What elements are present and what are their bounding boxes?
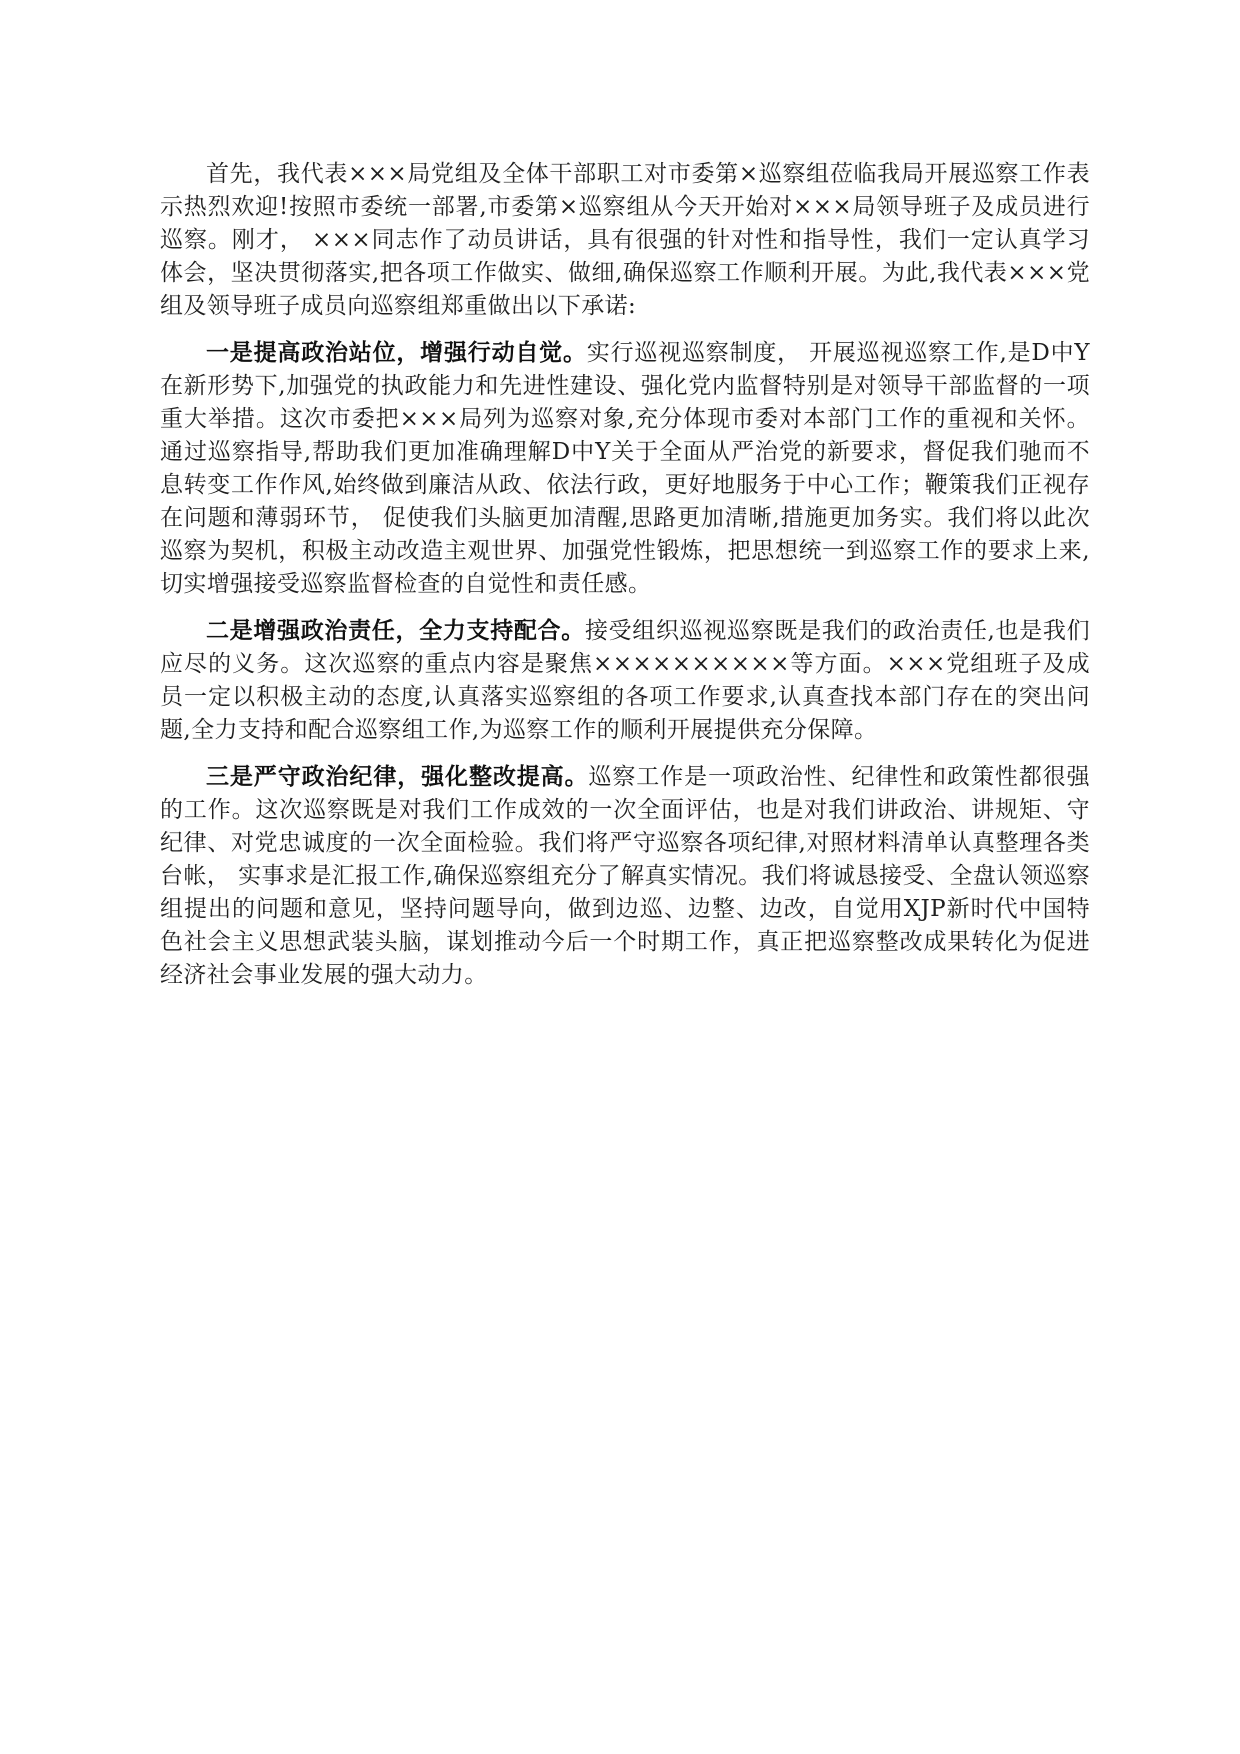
paragraph-point-one [160, 336, 1090, 601]
paragraph-point-one-text: 实行巡视巡察制度， 开展巡视巡察工作,是D中Y在新形势下,加强党的执政能力和先进性建设、强化党内监督特别是对领导干部监督的一项重大举措。这次市委把×××局列为巡察对象,充分体现市委对本部门工作的重视和关怀。通过巡察指导,帮助我们更加准确理解D中Y关于全面从严治党的新要求，督促我们驰而不息转变工作作风,始终做到廉洁从政、依法行政，更好地服务于中心工作；鞭策我们正视存在问题和薄弱环节， 促使我们头脑更加清醒,思路更加清晰,措施更加务实。我们将以此次巡察为契机，积极主动改造主观世界、加强党性锻炼，把思想统一到巡察工作的要求上来,切实增强接受巡察监督检查的自觉性和责任感。 [160, 340, 1090, 597]
paragraph-intro [160, 158, 1090, 323]
paragraph-point-three-text: 巡察工作是一项政治性、纪律性和政策性都很强的工作。这次巡察既是对我们工作成效的一次全面评估，也是对我们讲政治、讲规矩、守纪律、对党忠诚度的一次全面检验。我们将严守巡察各项纪律,对照材料清单认真整理各类台帐， 实事求是汇报工作,确保巡察组充分了解真实情况。我们将诚恳接受、全盘认领巡察组提出的问题和意见，坚持问题导向，做到边巡、边整、边改，自觉用XJP新时代中国特色社会主义思想武装头脑，谋划推动今后一个时期工作，真正把巡察整改成果转化为促进经济社会事业发展的强大动力。 [160, 764, 1090, 988]
paragraph-point-three [160, 760, 1090, 992]
paragraph-point-three-heading: 三是严守政治纪律，强化整改提高。 [206, 763, 589, 790]
paragraph-point-one-heading: 一是提高政治站位，增强行动自觉。 [206, 339, 587, 366]
paragraph-point-two [160, 614, 1090, 747]
paragraph-point-two-heading: 二是增强政治责任，全力支持配合。 [206, 617, 585, 644]
paragraph-point-two-text: 接受组织巡视巡察既是我们的政治责任,也是我们应尽的义务。这次巡察的重点内容是聚焦××××××××××等方面。×××党组班子及成员一定以积极主动的态度,认真落实巡察组的各项工作要求,认真查找本部门存在的突出问题,全力支持和配合巡察组工作,为巡察工作的顺利开展提供充分保障。 [160, 618, 1090, 743]
paragraph-intro-text: 首先，我代表×××局党组及全体干部职工对市委第×巡察组莅临我局开展巡察工作表示热烈欢迎!按照市委统一部署,市委第×巡察组从今天开始对×××局领导班子及成员进行巡察。刚才， ×××同志作了动员讲话，具有很强的针对性和指导性，我们一定认真学习体会，坚决贯彻落实,把各项工作做实、做细,确保巡察工作顺利开展。为此,我代表×××党组及领导班子成员向巡察组郑重做出以下承诺: [160, 161, 1090, 319]
document-page [160, 158, 1090, 1005]
